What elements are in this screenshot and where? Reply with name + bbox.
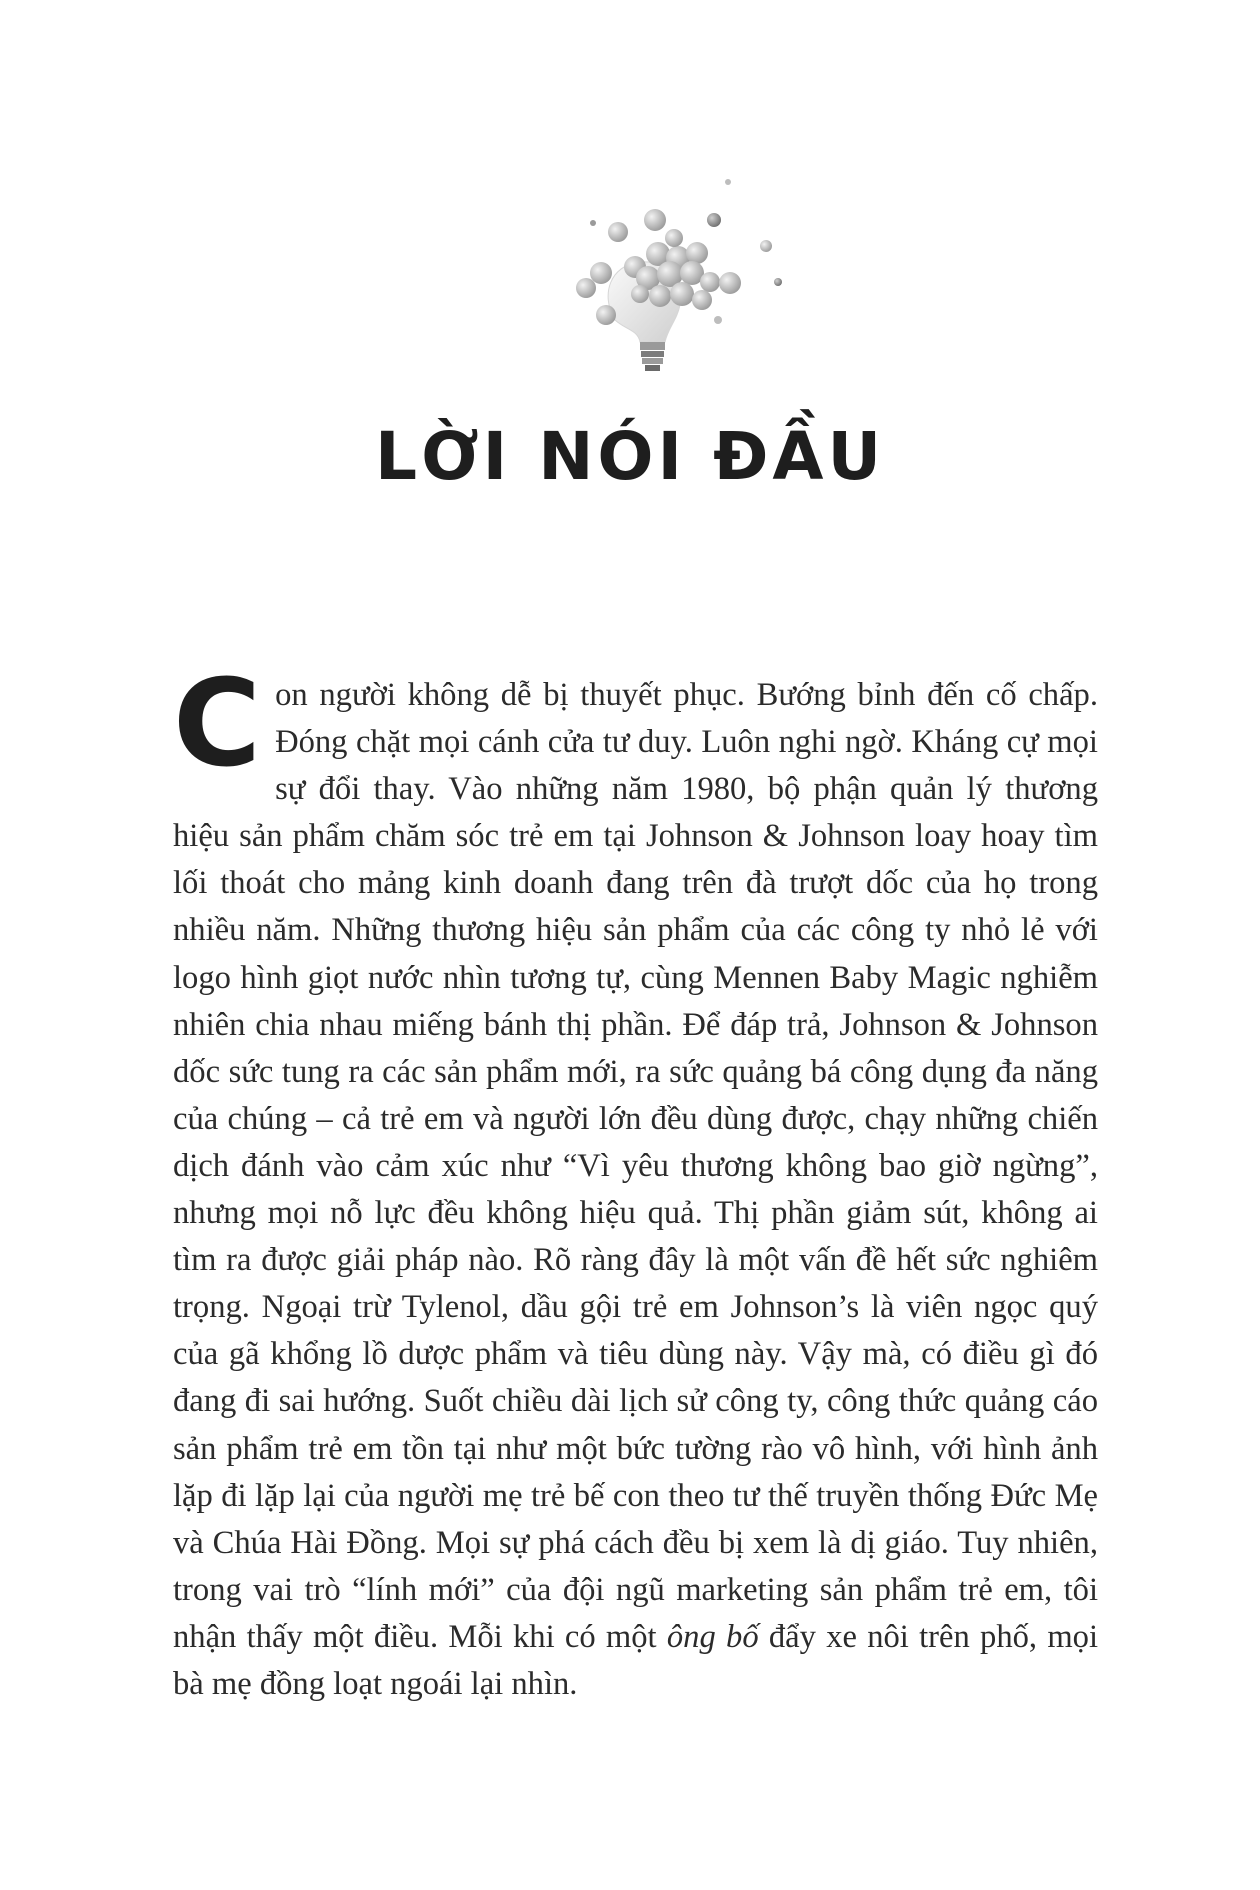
- lightbulb-bubbles-icon: [560, 170, 810, 400]
- drop-cap: C: [173, 655, 262, 794]
- page-title: LỜI NÓI ĐẦU: [374, 418, 886, 495]
- paragraph-text: on người không dễ bị thuyết phục. Bướng bỉnh đến cố chấp. Đóng chặt mọi cánh cửa tư duy. Luôn nghi ngờ. Kháng cự mọi sự đổi thay. Vào những năm 1980, bộ phận quản lý thương hiệu sản phẩm chăm sóc trẻ em tại Johnson & Johnson loay hoay tìm lối thoát cho mảng kinh doanh đang trên đà trượt dốc của họ trong nhiều năm. Những thương hiệu sản phẩm của các công ty nhỏ lẻ với logo hình giọt nước nhìn tương tự, cùng Mennen Baby Magic nghiễm nhiên chia nhau miếng bánh thị phần. Để đáp trả, Johnson & Johnson dốc sức tung ra các sản phẩm mới, ra sức quảng bá công dụng đa năng của chúng – cả trẻ em và người lớn đều dùng được, chạy những chiến dịch đánh vào cảm xúc như “Vì yêu thương không bao giờ ngừng”, nhưng mọi nỗ lực đều không hiệu quả. Thị phần giảm sút, không ai tìm ra được giải pháp nào. Rõ ràng đây là một vấn đề hết sức nghiêm trọng. Ngoại trừ Tylenol, dầu gội trẻ em Johnson’s là viên ngọc quý của gã khổng lồ dược phẩm và tiêu dùng này. Vậy mà, có điều gì đó đang đi sai hướng. Suốt chiều dài lịch sử công ty, công thức quảng cáo sản phẩm trẻ em tồn tại như một bức tường rào vô hình, với hình ảnh lặp đi lặp lại của người mẹ trẻ bế con theo tư thế truyền thống Đức Mẹ và Chúa Hài Đồng. Mọi sự phá cách đều bị xem là dị giáo. Tuy nhiên, trong vai trò “lính mới” của đội ngũ marketing sản phẩm trẻ em, tôi nhận thấy một điều. Mỗi khi có một: [173, 677, 1098, 1655]
- body-paragraph: [173, 655, 1099, 1708]
- paragraph-text-end: đẩy xe nôi trên phố, mọi bà mẹ đồng loạt ngoái lại nhìn.: [173, 1618, 1099, 1702]
- emphasized-text: ông bố: [666, 1618, 759, 1655]
